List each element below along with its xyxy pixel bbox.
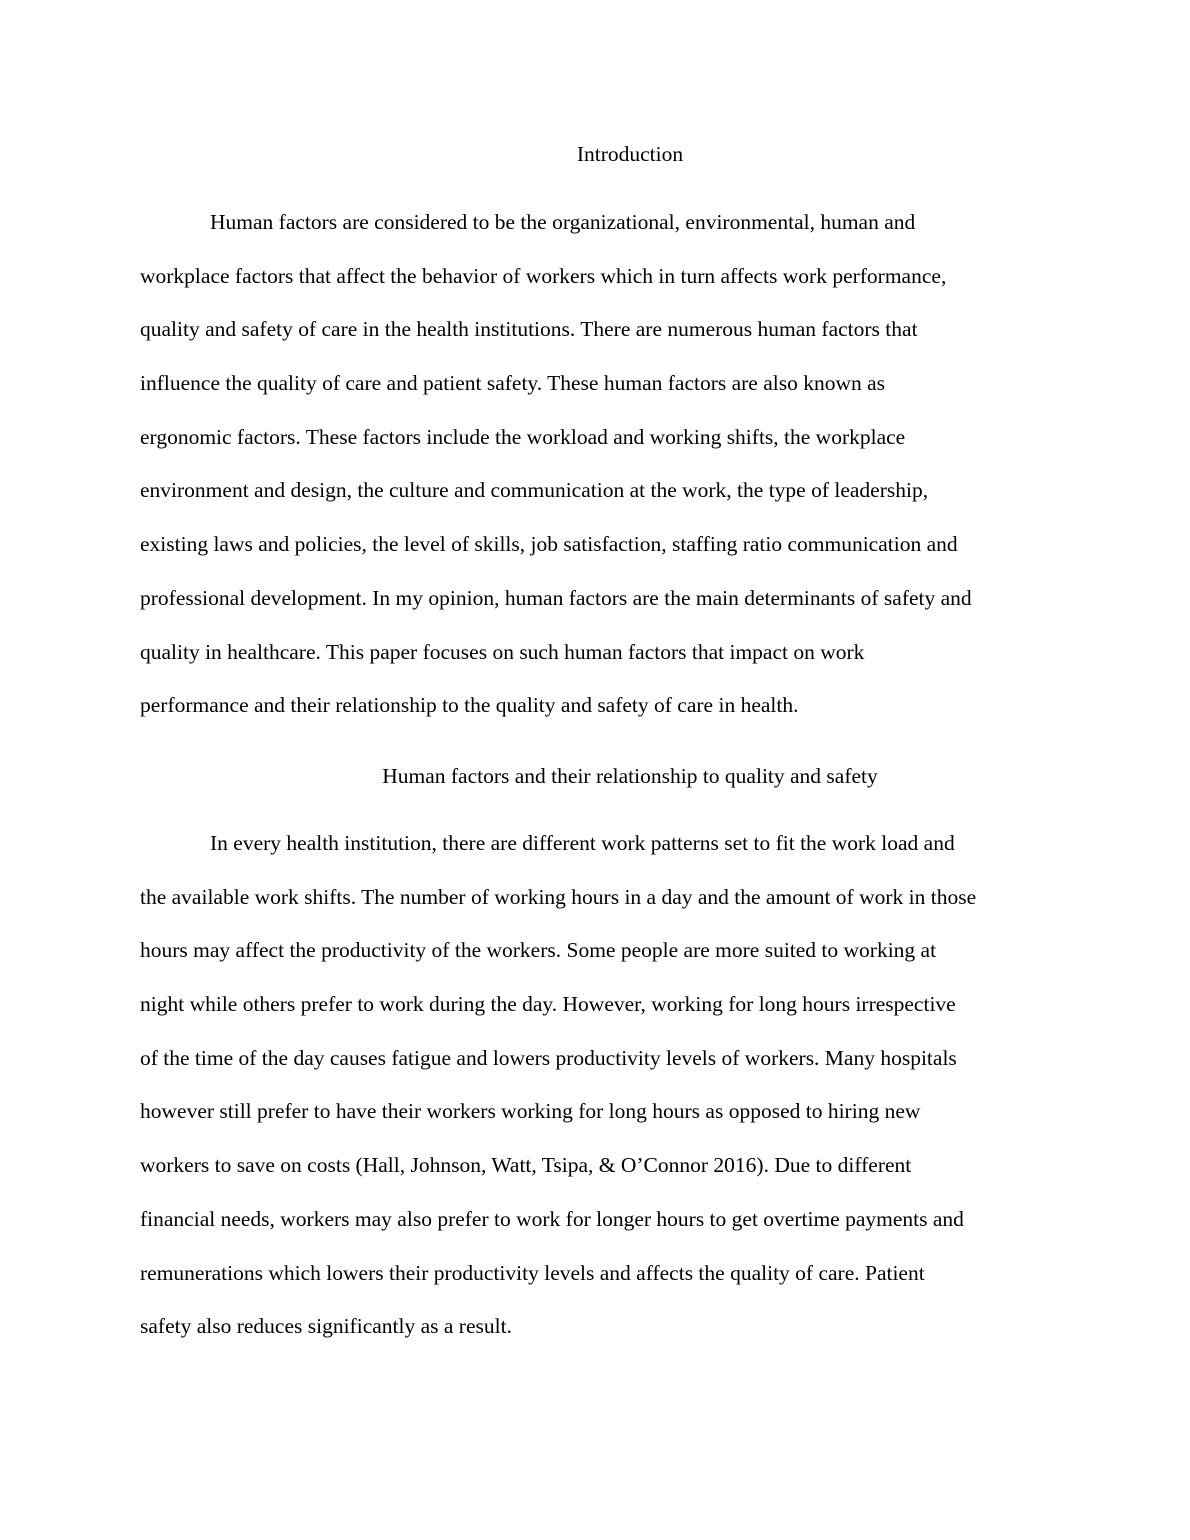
paragraph-line: the available work shifts. The number of working hours in a day and the amount of work in those [140, 884, 977, 909]
paragraph-line: workers to save on costs (Hall, Johnson, Watt, Tsipa, & O’Connor 2016). Due to different [140, 1153, 912, 1178]
paragraph-line: In every health institution, there are different work patterns set to fit the work load and [210, 831, 955, 855]
paragraph-line: existing laws and policies, the level of skills, job satisfaction, staffing ratio communication and [140, 532, 958, 557]
paragraph-line: of the time of the day causes fatigue and lowers productivity levels of workers. Many hospitals [140, 1045, 957, 1070]
paragraph-line: influence the quality of care and patient safety. These human factors are also known as [140, 371, 886, 396]
paragraph-line: Human factors are considered to be the organizational, environmental, human and [210, 210, 916, 234]
section-heading-introduction: Introduction [576, 142, 684, 166]
paragraph-line: ergonomic factors. These factors include the workload and working shifts, the workplace [140, 424, 906, 449]
paragraph-line: workplace factors that affect the behavior of workers which in turn affects work performance, [140, 263, 947, 288]
paragraph-line: remunerations which lowers their productivity levels and affects the quality of care. Patient [140, 1260, 925, 1285]
paragraph-line: safety also reduces significantly as a result. [140, 1314, 512, 1339]
paragraph-line: environment and design, the culture and communication at the work, the type of leadership, [140, 478, 929, 503]
human-factors-paragraph [140, 817, 1060, 1354]
introduction-paragraph [140, 196, 1060, 733]
paragraph-line: hours may affect the productivity of the workers. Some people are more suited to working at [140, 938, 937, 963]
paragraph-line: quality in healthcare. This paper focuses on such human factors that impact on work [140, 639, 865, 664]
section-heading-human-factors: Human factors and their relationship to quality and safety [382, 764, 878, 788]
paragraph-line: financial needs, workers may also prefer to work for longer hours to get overtime payments and [140, 1206, 964, 1231]
paragraph-line: performance and their relationship to the quality and safety of care in health. [140, 693, 799, 718]
paragraph-line: professional development. In my opinion, human factors are the main determinants of safety and [140, 585, 972, 610]
paragraph-line: however still prefer to have their workers working for long hours as opposed to hiring new [140, 1099, 921, 1124]
paragraph-line: night while others prefer to work during the day. However, working for long hours irrespective [140, 992, 956, 1017]
paragraph-line: quality and safety of care in the health institutions. There are numerous human factors that [140, 317, 918, 342]
